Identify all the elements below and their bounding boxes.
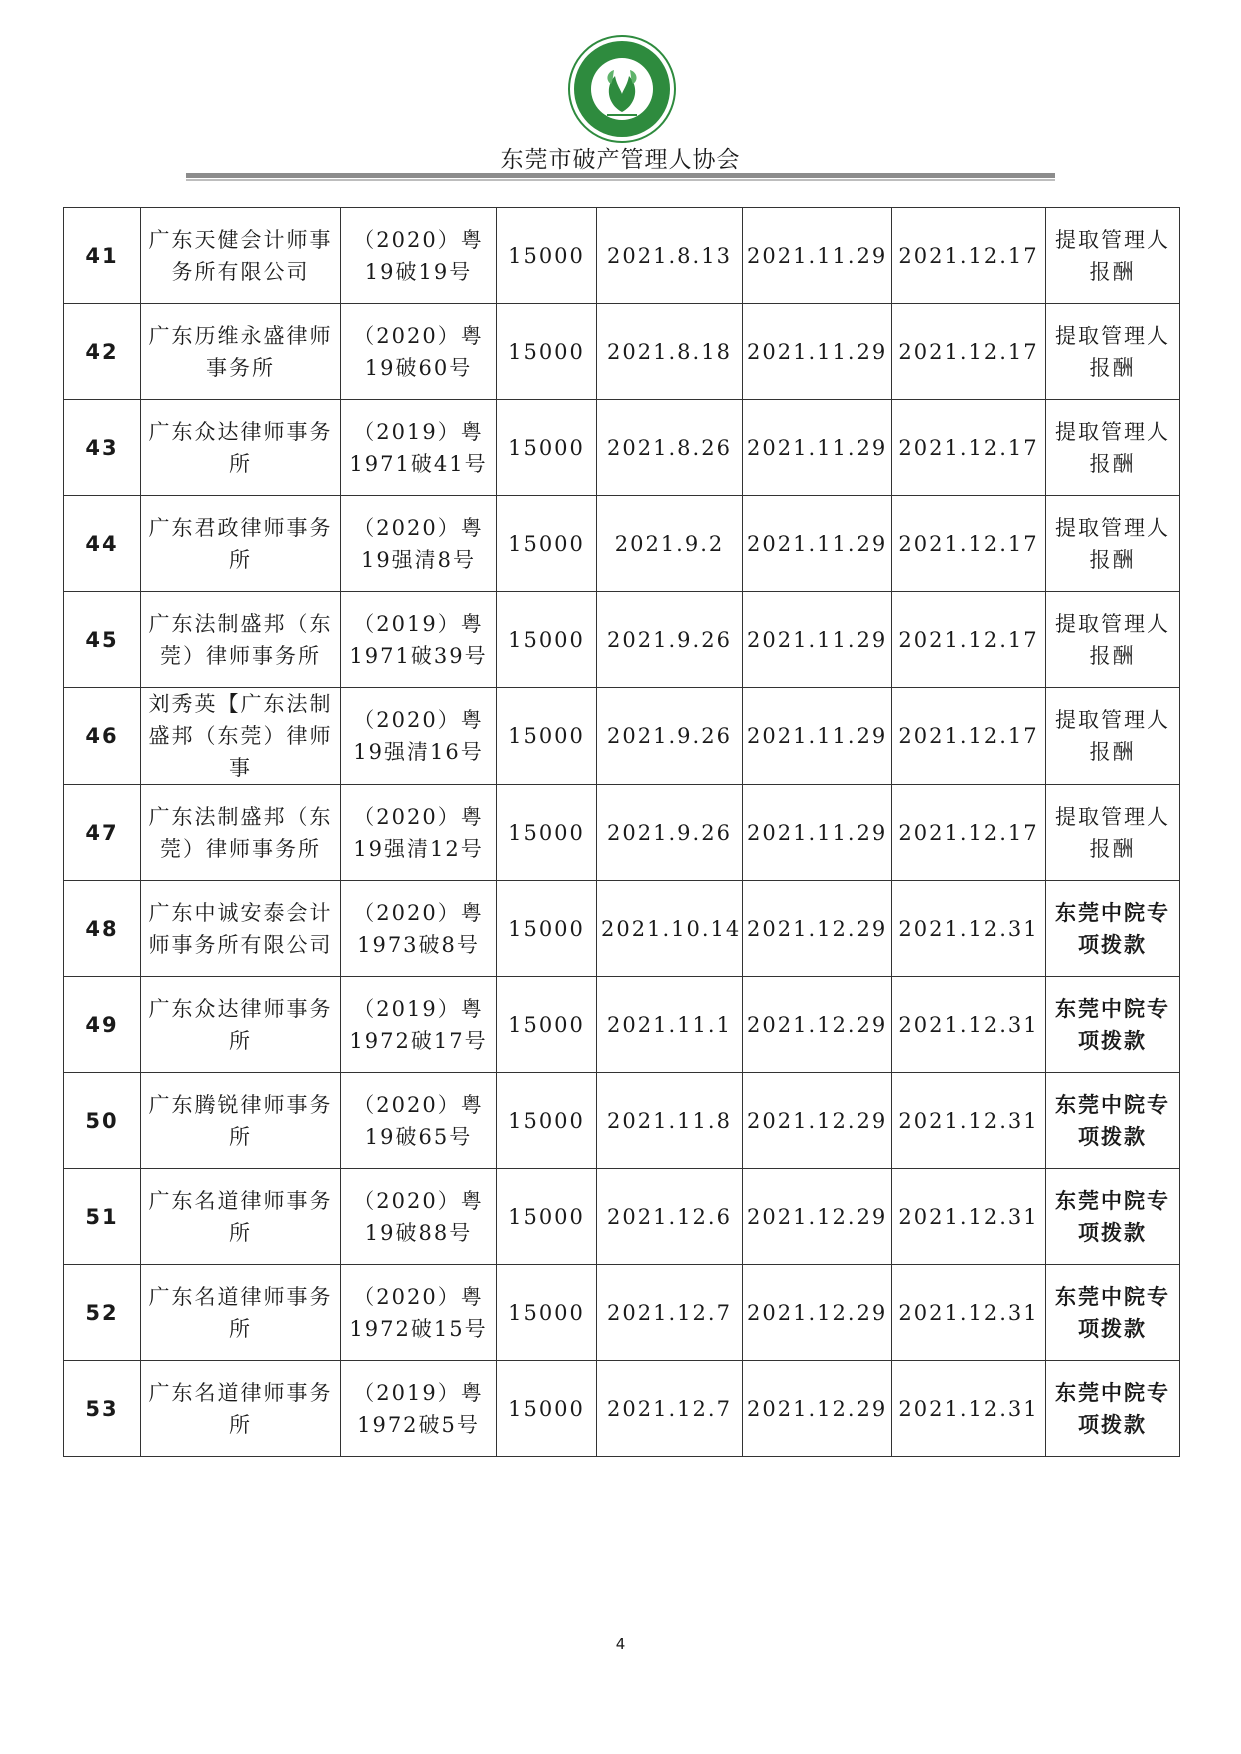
manager-name: 广东历维永盛律师事务所 xyxy=(141,304,341,400)
date-payment: 2021.12.31 xyxy=(892,1169,1046,1265)
remark: 东莞中院专项拨款 xyxy=(1046,881,1180,977)
case-number: （2020）粤19破60号 xyxy=(341,304,497,400)
manager-name: 广东名道律师事务所 xyxy=(141,1169,341,1265)
date-application: 2021.11.8 xyxy=(597,1073,743,1169)
remark: 东莞中院专项拨款 xyxy=(1046,1361,1180,1457)
row-number: 52 xyxy=(64,1265,141,1361)
table-row xyxy=(64,1361,1180,1457)
date-application: 2021.9.26 xyxy=(597,688,743,785)
date-approval: 2021.12.29 xyxy=(743,1361,892,1457)
date-payment: 2021.12.17 xyxy=(892,208,1046,304)
manager-name: 广东君政律师事务所 xyxy=(141,496,341,592)
organization-title: 东莞市破产管理人协会 xyxy=(500,147,741,173)
amount: 15000 xyxy=(497,208,597,304)
date-payment: 2021.12.17 xyxy=(892,785,1046,881)
date-approval: 2021.11.29 xyxy=(743,400,892,496)
manager-name: 广东名道律师事务所 xyxy=(141,1265,341,1361)
manager-name: 刘秀英【广东法制盛邦（东莞）律师事 xyxy=(141,688,341,785)
date-payment: 2021.12.17 xyxy=(892,592,1046,688)
table-row xyxy=(64,400,1180,496)
remark: 东莞中院专项拨款 xyxy=(1046,977,1180,1073)
date-payment: 2021.12.31 xyxy=(892,1361,1046,1457)
date-payment: 2021.12.17 xyxy=(892,496,1046,592)
table-row xyxy=(64,1265,1180,1361)
case-number: （2019）粤1971破39号 xyxy=(341,592,497,688)
remark: 提取管理人报酬 xyxy=(1046,592,1180,688)
remark: 提取管理人报酬 xyxy=(1046,688,1180,785)
manager-name: 广东众达律师事务所 xyxy=(141,400,341,496)
remark: 提取管理人报酬 xyxy=(1046,496,1180,592)
date-payment: 2021.12.31 xyxy=(892,1073,1046,1169)
date-approval: 2021.12.29 xyxy=(743,977,892,1073)
table-row xyxy=(64,208,1180,304)
logo-ring-text: 东莞市破产管理人协会 xyxy=(567,26,667,37)
date-application: 2021.8.18 xyxy=(597,304,743,400)
amount: 15000 xyxy=(497,1169,597,1265)
table-row xyxy=(64,496,1180,592)
case-number: （2020）粤1972破15号 xyxy=(341,1265,497,1361)
case-number: （2020）粤19破19号 xyxy=(341,208,497,304)
date-approval: 2021.11.29 xyxy=(743,304,892,400)
case-number: （2020）粤19强清16号 xyxy=(341,688,497,785)
table-row xyxy=(64,592,1180,688)
case-number: （2019）粤1972破17号 xyxy=(341,977,497,1073)
amount: 15000 xyxy=(497,1361,597,1457)
date-approval: 2021.11.29 xyxy=(743,496,892,592)
date-application: 2021.8.26 xyxy=(597,400,743,496)
manager-name: 广东法制盛邦（东莞）律师事务所 xyxy=(141,592,341,688)
date-payment: 2021.12.31 xyxy=(892,881,1046,977)
amount: 15000 xyxy=(497,881,597,977)
row-number: 53 xyxy=(64,1361,141,1457)
table-body xyxy=(64,208,1180,1457)
date-approval: 2021.11.29 xyxy=(743,785,892,881)
date-approval: 2021.12.29 xyxy=(743,1073,892,1169)
date-payment: 2021.12.17 xyxy=(892,304,1046,400)
manager-name: 广东众达律师事务所 xyxy=(141,977,341,1073)
header-divider-thin xyxy=(186,179,1055,181)
date-application: 2021.9.26 xyxy=(597,592,743,688)
remark: 东莞中院专项拨款 xyxy=(1046,1265,1180,1361)
row-number: 46 xyxy=(64,688,141,785)
case-number: （2020）粤19强清8号 xyxy=(341,496,497,592)
remark: 提取管理人报酬 xyxy=(1046,304,1180,400)
manager-name: 广东天健会计师事务所有限公司 xyxy=(141,208,341,304)
row-number: 42 xyxy=(64,304,141,400)
date-approval: 2021.11.29 xyxy=(743,592,892,688)
page-number: 4 xyxy=(615,1635,626,1653)
date-application: 2021.12.6 xyxy=(597,1169,743,1265)
amount: 15000 xyxy=(497,304,597,400)
date-payment: 2021.12.17 xyxy=(892,688,1046,785)
manager-name: 广东法制盛邦（东莞）律师事务所 xyxy=(141,785,341,881)
remark: 东莞中院专项拨款 xyxy=(1046,1169,1180,1265)
table-row xyxy=(64,881,1180,977)
manager-name: 广东名道律师事务所 xyxy=(141,1361,341,1457)
date-approval: 2021.11.29 xyxy=(743,208,892,304)
remark: 提取管理人报酬 xyxy=(1046,400,1180,496)
table-row xyxy=(64,1169,1180,1265)
date-approval: 2021.12.29 xyxy=(743,1169,892,1265)
amount: 15000 xyxy=(497,400,597,496)
amount: 15000 xyxy=(497,496,597,592)
date-application: 2021.12.7 xyxy=(597,1265,743,1361)
row-number: 45 xyxy=(64,592,141,688)
row-number: 51 xyxy=(64,1169,141,1265)
date-application: 2021.11.1 xyxy=(597,977,743,1073)
table-row xyxy=(64,977,1180,1073)
manager-name: 广东腾锐律师事务所 xyxy=(141,1073,341,1169)
amount: 15000 xyxy=(497,977,597,1073)
remark: 东莞中院专项拨款 xyxy=(1046,1073,1180,1169)
date-application: 2021.9.2 xyxy=(597,496,743,592)
amount: 15000 xyxy=(497,1073,597,1169)
case-number: （2020）粤19破88号 xyxy=(341,1169,497,1265)
case-number: （2020）粤1973破8号 xyxy=(341,881,497,977)
row-number: 41 xyxy=(64,208,141,304)
payment-records-table xyxy=(63,207,1180,1457)
amount: 15000 xyxy=(497,688,597,785)
remark: 提取管理人报酬 xyxy=(1046,785,1180,881)
date-approval: 2021.12.29 xyxy=(743,1265,892,1361)
row-number: 48 xyxy=(64,881,141,977)
case-number: （2020）粤19强清12号 xyxy=(341,785,497,881)
row-number: 49 xyxy=(64,977,141,1073)
date-application: 2021.9.26 xyxy=(597,785,743,881)
date-payment: 2021.12.31 xyxy=(892,977,1046,1073)
table-row xyxy=(64,304,1180,400)
date-application: 2021.8.13 xyxy=(597,208,743,304)
case-number: （2020）粤19破65号 xyxy=(341,1073,497,1169)
case-number: （2019）粤1971破41号 xyxy=(341,400,497,496)
date-approval: 2021.11.29 xyxy=(743,688,892,785)
table-row xyxy=(64,785,1180,881)
amount: 15000 xyxy=(497,785,597,881)
row-number: 44 xyxy=(64,496,141,592)
case-number: （2019）粤1972破5号 xyxy=(341,1361,497,1457)
amount: 15000 xyxy=(497,592,597,688)
date-approval: 2021.12.29 xyxy=(743,881,892,977)
table-row xyxy=(64,1073,1180,1169)
table-row xyxy=(64,688,1180,785)
association-seal-icon xyxy=(567,26,677,144)
row-number: 43 xyxy=(64,400,141,496)
row-number: 47 xyxy=(64,785,141,881)
row-number: 50 xyxy=(64,1073,141,1169)
date-payment: 2021.12.31 xyxy=(892,1265,1046,1361)
remark: 提取管理人报酬 xyxy=(1046,208,1180,304)
manager-name: 广东中诚安泰会计师事务所有限公司 xyxy=(141,881,341,977)
amount: 15000 xyxy=(497,1265,597,1361)
date-payment: 2021.12.17 xyxy=(892,400,1046,496)
date-application: 2021.10.14 xyxy=(597,881,743,977)
header-divider xyxy=(186,173,1055,178)
date-application: 2021.12.7 xyxy=(597,1361,743,1457)
